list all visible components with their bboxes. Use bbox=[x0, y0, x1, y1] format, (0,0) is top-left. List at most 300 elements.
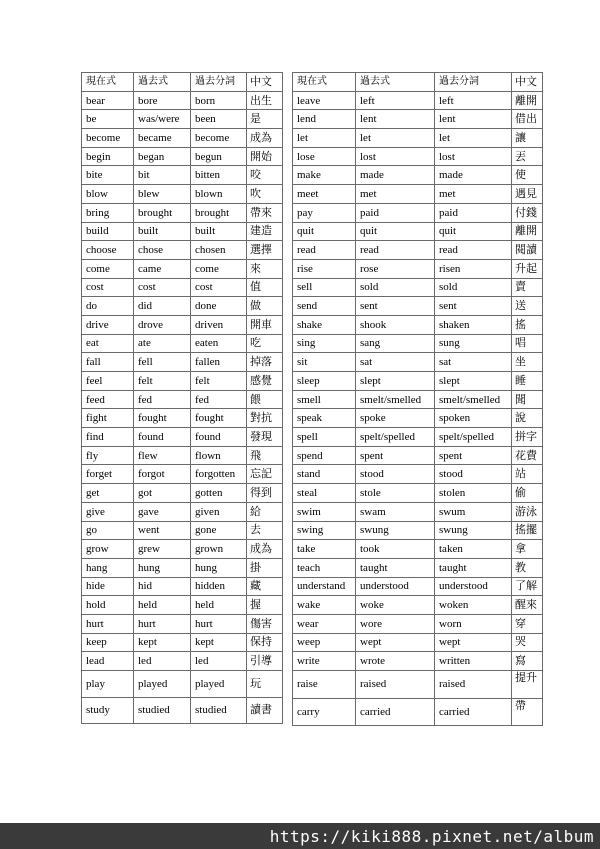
past-tense-cell: gave bbox=[134, 502, 191, 521]
chinese-meaning-cell: 做 bbox=[247, 297, 283, 316]
present-tense-cell: weep bbox=[293, 633, 356, 652]
past-participle-cell: held bbox=[191, 596, 247, 615]
past-participle-cell: gone bbox=[191, 521, 247, 540]
past-participle-cell: quit bbox=[435, 222, 512, 241]
present-tense-cell: read bbox=[293, 241, 356, 260]
present-tense-cell: sleep bbox=[293, 372, 356, 391]
verb-row bbox=[293, 540, 543, 559]
chinese-meaning-cell: 說 bbox=[512, 409, 543, 428]
past-tense-cell: fought bbox=[134, 409, 191, 428]
past-participle-cell: stolen bbox=[435, 484, 512, 503]
past-participle-cell: become bbox=[191, 129, 247, 148]
past-participle-cell: risen bbox=[435, 259, 512, 278]
chinese-meaning-cell: 建造 bbox=[247, 222, 283, 241]
past-tense-cell: found bbox=[134, 428, 191, 447]
past-tense-cell: felt bbox=[134, 372, 191, 391]
verb-row bbox=[293, 502, 543, 521]
chinese-meaning-cell: 去 bbox=[247, 521, 283, 540]
verb-row bbox=[293, 203, 543, 222]
past-header: 過去式 bbox=[134, 73, 191, 92]
past-participle-header: 過去分詞 bbox=[435, 73, 512, 92]
present-header: 現在式 bbox=[293, 73, 356, 92]
past-tense-cell: sat bbox=[356, 353, 435, 372]
verb-row bbox=[82, 465, 283, 484]
chinese-meaning-cell: 搖 bbox=[512, 315, 543, 334]
chinese-meaning-cell: 成為 bbox=[247, 129, 283, 148]
chinese-meaning-cell: 坐 bbox=[512, 353, 543, 372]
present-tense-cell: fall bbox=[82, 353, 134, 372]
past-participle-cell: forgotten bbox=[191, 465, 247, 484]
past-participle-cell: taught bbox=[435, 558, 512, 577]
present-tense-cell: swing bbox=[293, 521, 356, 540]
past-participle-cell: understood bbox=[435, 577, 512, 596]
present-tense-cell: hurt bbox=[82, 614, 134, 633]
present-tense-cell: begin bbox=[82, 147, 134, 166]
present-tense-cell: spend bbox=[293, 446, 356, 465]
past-participle-cell: smelt/smelled bbox=[435, 390, 512, 409]
chinese-meaning-cell: 閱讀 bbox=[512, 241, 543, 260]
watermark-bar bbox=[0, 823, 600, 849]
past-tense-cell: quit bbox=[356, 222, 435, 241]
past-participle-cell: let bbox=[435, 129, 512, 148]
past-tense-cell: rose bbox=[356, 259, 435, 278]
verb-row bbox=[82, 558, 283, 577]
past-participle-cell: done bbox=[191, 297, 247, 316]
past-participle-cell: raised bbox=[435, 671, 512, 699]
past-participle-cell: driven bbox=[191, 315, 247, 334]
chinese-meaning-cell: 讀書 bbox=[247, 697, 283, 724]
present-tense-cell: get bbox=[82, 484, 134, 503]
past-participle-cell: swung bbox=[435, 521, 512, 540]
past-tense-cell: spelt/spelled bbox=[356, 428, 435, 447]
chinese-meaning-cell: 掉落 bbox=[247, 353, 283, 372]
past-participle-cell: slept bbox=[435, 372, 512, 391]
present-tense-cell: stand bbox=[293, 465, 356, 484]
present-tense-cell: cost bbox=[82, 278, 134, 297]
verb-row bbox=[82, 633, 283, 652]
past-tense-cell: grew bbox=[134, 540, 191, 559]
past-tense-cell: became bbox=[134, 129, 191, 148]
verb-row bbox=[82, 521, 283, 540]
present-tense-cell: become bbox=[82, 129, 134, 148]
present-tense-cell: fight bbox=[82, 409, 134, 428]
present-tense-cell: steal bbox=[293, 484, 356, 503]
present-tense-cell: build bbox=[82, 222, 134, 241]
chinese-meaning-cell: 睡 bbox=[512, 372, 543, 391]
verb-row bbox=[82, 577, 283, 596]
present-tense-cell: drive bbox=[82, 315, 134, 334]
chinese-meaning-cell: 是 bbox=[247, 110, 283, 129]
chinese-meaning-cell: 升起 bbox=[512, 259, 543, 278]
chinese-meaning-cell: 讓 bbox=[512, 129, 543, 148]
present-tense-cell: hold bbox=[82, 596, 134, 615]
present-tense-cell: swim bbox=[293, 502, 356, 521]
present-tense-cell: come bbox=[82, 259, 134, 278]
past-tense-cell: lost bbox=[356, 147, 435, 166]
present-tense-cell: wear bbox=[293, 614, 356, 633]
verb-row bbox=[293, 633, 543, 652]
present-tense-cell: eat bbox=[82, 334, 134, 353]
chinese-meaning-cell: 開始 bbox=[247, 147, 283, 166]
past-tense-cell: blew bbox=[134, 185, 191, 204]
present-tense-cell: do bbox=[82, 297, 134, 316]
present-tense-cell: carry bbox=[293, 698, 356, 726]
chinese-meaning-cell: 偷 bbox=[512, 484, 543, 503]
chinese-meaning-cell: 忘記 bbox=[247, 465, 283, 484]
past-tense-cell: forgot bbox=[134, 465, 191, 484]
verb-row bbox=[293, 278, 543, 297]
verb-row bbox=[82, 372, 283, 391]
present-tense-cell: blow bbox=[82, 185, 134, 204]
present-tense-cell: meet bbox=[293, 185, 356, 204]
chinese-meaning-cell: 唱 bbox=[512, 334, 543, 353]
past-participle-cell: been bbox=[191, 110, 247, 129]
verb-row bbox=[293, 390, 543, 409]
past-tense-cell: fed bbox=[134, 390, 191, 409]
chinese-meaning-cell: 寫 bbox=[512, 652, 543, 671]
past-participle-cell: kept bbox=[191, 633, 247, 652]
present-tense-cell: fly bbox=[82, 446, 134, 465]
verb-row bbox=[293, 577, 543, 596]
verb-row bbox=[293, 129, 543, 148]
past-participle-cell: sold bbox=[435, 278, 512, 297]
chinese-meaning-cell: 穿 bbox=[512, 614, 543, 633]
chinese-meaning-cell: 離開 bbox=[512, 222, 543, 241]
chinese-meaning-cell: 引導 bbox=[247, 652, 283, 671]
past-tense-cell: brought bbox=[134, 203, 191, 222]
verb-row bbox=[293, 147, 543, 166]
chinese-meaning-cell: 飛 bbox=[247, 446, 283, 465]
past-tense-cell: understood bbox=[356, 577, 435, 596]
present-tense-cell: bring bbox=[82, 203, 134, 222]
past-participle-header: 過去分詞 bbox=[191, 73, 247, 92]
present-tense-cell: spell bbox=[293, 428, 356, 447]
past-tense-cell: wept bbox=[356, 633, 435, 652]
verb-row bbox=[293, 241, 543, 260]
verb-row bbox=[82, 409, 283, 428]
present-tense-cell: bite bbox=[82, 166, 134, 185]
past-tense-cell: wore bbox=[356, 614, 435, 633]
past-tense-cell: was/were bbox=[134, 110, 191, 129]
past-tense-cell: spent bbox=[356, 446, 435, 465]
past-tense-cell: sent bbox=[356, 297, 435, 316]
present-tense-cell: give bbox=[82, 502, 134, 521]
chinese-meaning-cell: 選擇 bbox=[247, 241, 283, 260]
verb-row bbox=[82, 697, 283, 724]
chinese-meaning-cell: 感覺 bbox=[247, 372, 283, 391]
present-tense-cell: take bbox=[293, 540, 356, 559]
chinese-meaning-cell: 對抗 bbox=[247, 409, 283, 428]
past-participle-cell: worn bbox=[435, 614, 512, 633]
present-tense-cell: smell bbox=[293, 390, 356, 409]
verb-row bbox=[82, 353, 283, 372]
past-tense-cell: led bbox=[134, 652, 191, 671]
past-participle-cell: stood bbox=[435, 465, 512, 484]
verb-row bbox=[293, 465, 543, 484]
present-tense-cell: sit bbox=[293, 353, 356, 372]
verb-table-right bbox=[292, 72, 543, 726]
past-participle-cell: written bbox=[435, 652, 512, 671]
past-tense-cell: woke bbox=[356, 596, 435, 615]
past-tense-cell: hid bbox=[134, 577, 191, 596]
present-tense-cell: feel bbox=[82, 372, 134, 391]
past-participle-cell: studied bbox=[191, 697, 247, 724]
verb-row bbox=[82, 596, 283, 615]
verb-row bbox=[293, 185, 543, 204]
watermark-url: https://kiki888.pixnet.net/album bbox=[269, 827, 594, 846]
past-tense-cell: held bbox=[134, 596, 191, 615]
chinese-meaning-cell: 游泳 bbox=[512, 502, 543, 521]
past-tense-cell: read bbox=[356, 241, 435, 260]
past-participle-cell: met bbox=[435, 185, 512, 204]
verb-row bbox=[82, 484, 283, 503]
past-tense-cell: carried bbox=[356, 698, 435, 726]
chinese-meaning-cell: 搖擺 bbox=[512, 521, 543, 540]
past-tense-cell: studied bbox=[134, 697, 191, 724]
verb-row bbox=[82, 614, 283, 633]
chinese-meaning-cell: 開車 bbox=[247, 315, 283, 334]
present-tense-cell: sing bbox=[293, 334, 356, 353]
chinese-meaning-cell: 拿 bbox=[512, 540, 543, 559]
verb-row bbox=[293, 596, 543, 615]
present-header: 現在式 bbox=[82, 73, 134, 92]
present-tense-cell: pay bbox=[293, 203, 356, 222]
present-tense-cell: bear bbox=[82, 91, 134, 110]
verb-row bbox=[293, 698, 543, 726]
verb-row bbox=[293, 446, 543, 465]
verb-row bbox=[293, 297, 543, 316]
chinese-header: 中文 bbox=[512, 73, 543, 92]
present-tense-cell: hang bbox=[82, 558, 134, 577]
past-participle-cell: made bbox=[435, 166, 512, 185]
verb-row bbox=[293, 353, 543, 372]
past-tense-cell: shook bbox=[356, 315, 435, 334]
past-participle-cell: eaten bbox=[191, 334, 247, 353]
present-tense-cell: forget bbox=[82, 465, 134, 484]
verb-row bbox=[82, 147, 283, 166]
past-participle-cell: taken bbox=[435, 540, 512, 559]
past-tense-cell: paid bbox=[356, 203, 435, 222]
verb-row bbox=[293, 91, 543, 110]
present-tense-cell: speak bbox=[293, 409, 356, 428]
verb-row bbox=[82, 241, 283, 260]
past-participle-cell: begun bbox=[191, 147, 247, 166]
past-participle-cell: left bbox=[435, 91, 512, 110]
verb-row bbox=[293, 166, 543, 185]
verb-row bbox=[82, 129, 283, 148]
past-participle-cell: sung bbox=[435, 334, 512, 353]
present-tense-cell: rise bbox=[293, 259, 356, 278]
past-tense-cell: cost bbox=[134, 278, 191, 297]
past-tense-cell: slept bbox=[356, 372, 435, 391]
past-participle-cell: bitten bbox=[191, 166, 247, 185]
verb-row bbox=[82, 446, 283, 465]
verb-row bbox=[82, 390, 283, 409]
past-tense-cell: bit bbox=[134, 166, 191, 185]
past-tense-cell: sang bbox=[356, 334, 435, 353]
verb-row bbox=[293, 558, 543, 577]
past-tense-cell: flew bbox=[134, 446, 191, 465]
present-tense-cell: lead bbox=[82, 652, 134, 671]
chinese-meaning-cell: 藏 bbox=[247, 577, 283, 596]
past-participle-cell: chosen bbox=[191, 241, 247, 260]
present-tense-cell: hide bbox=[82, 577, 134, 596]
past-participle-cell: shaken bbox=[435, 315, 512, 334]
present-tense-cell: raise bbox=[293, 671, 356, 699]
past-participle-cell: built bbox=[191, 222, 247, 241]
past-tense-cell: bore bbox=[134, 91, 191, 110]
past-tense-cell: hung bbox=[134, 558, 191, 577]
past-participle-cell: felt bbox=[191, 372, 247, 391]
past-participle-cell: flown bbox=[191, 446, 247, 465]
present-tense-cell: leave bbox=[293, 91, 356, 110]
past-tense-cell: spoke bbox=[356, 409, 435, 428]
past-participle-cell: born bbox=[191, 91, 247, 110]
past-tense-cell: raised bbox=[356, 671, 435, 699]
verb-row bbox=[293, 334, 543, 353]
verb-row bbox=[82, 278, 283, 297]
past-tense-cell: smelt/smelled bbox=[356, 390, 435, 409]
chinese-meaning-cell: 吹 bbox=[247, 185, 283, 204]
chinese-meaning-cell: 吃 bbox=[247, 334, 283, 353]
past-tense-cell: swam bbox=[356, 502, 435, 521]
chinese-meaning-cell: 遇見 bbox=[512, 185, 543, 204]
past-tense-cell: took bbox=[356, 540, 435, 559]
chinese-meaning-cell: 使 bbox=[512, 166, 543, 185]
chinese-meaning-cell: 帶 bbox=[512, 698, 543, 726]
past-participle-cell: fallen bbox=[191, 353, 247, 372]
past-participle-cell: fed bbox=[191, 390, 247, 409]
chinese-meaning-cell: 來 bbox=[247, 259, 283, 278]
past-participle-cell: given bbox=[191, 502, 247, 521]
present-tense-cell: study bbox=[82, 697, 134, 724]
verb-row bbox=[82, 185, 283, 204]
past-participle-cell: hurt bbox=[191, 614, 247, 633]
verb-row bbox=[82, 671, 283, 698]
past-participle-cell: blown bbox=[191, 185, 247, 204]
past-participle-cell: woken bbox=[435, 596, 512, 615]
chinese-meaning-cell: 帶來 bbox=[247, 203, 283, 222]
verb-row bbox=[82, 91, 283, 110]
past-tense-cell: hurt bbox=[134, 614, 191, 633]
past-tense-cell: swung bbox=[356, 521, 435, 540]
verb-row bbox=[82, 540, 283, 559]
chinese-meaning-cell: 發現 bbox=[247, 428, 283, 447]
present-tense-cell: go bbox=[82, 521, 134, 540]
present-tense-cell: feed bbox=[82, 390, 134, 409]
past-tense-cell: chose bbox=[134, 241, 191, 260]
verb-table-left bbox=[81, 72, 283, 724]
past-participle-cell: wept bbox=[435, 633, 512, 652]
verb-row bbox=[82, 222, 283, 241]
chinese-meaning-cell: 保持 bbox=[247, 633, 283, 652]
present-tense-cell: shake bbox=[293, 315, 356, 334]
present-tense-cell: understand bbox=[293, 577, 356, 596]
present-tense-cell: find bbox=[82, 428, 134, 447]
present-tense-cell: grow bbox=[82, 540, 134, 559]
verb-row bbox=[293, 222, 543, 241]
past-participle-cell: sent bbox=[435, 297, 512, 316]
chinese-meaning-cell: 咬 bbox=[247, 166, 283, 185]
header-row bbox=[293, 73, 543, 92]
past-tense-cell: drove bbox=[134, 315, 191, 334]
present-tense-cell: lose bbox=[293, 147, 356, 166]
past-participle-cell: come bbox=[191, 259, 247, 278]
chinese-meaning-cell: 得到 bbox=[247, 484, 283, 503]
header-row bbox=[82, 73, 283, 92]
chinese-meaning-cell: 離開 bbox=[512, 91, 543, 110]
past-tense-cell: did bbox=[134, 297, 191, 316]
past-participle-cell: sat bbox=[435, 353, 512, 372]
past-tense-cell: sold bbox=[356, 278, 435, 297]
verb-row bbox=[82, 502, 283, 521]
verb-row bbox=[293, 409, 543, 428]
past-tense-cell: played bbox=[134, 671, 191, 698]
chinese-meaning-cell: 給 bbox=[247, 502, 283, 521]
past-tense-cell: came bbox=[134, 259, 191, 278]
verb-row bbox=[293, 110, 543, 129]
past-participle-cell: paid bbox=[435, 203, 512, 222]
verb-row bbox=[293, 521, 543, 540]
past-tense-cell: stood bbox=[356, 465, 435, 484]
present-tense-cell: let bbox=[293, 129, 356, 148]
verb-row bbox=[82, 428, 283, 447]
past-participle-cell: hung bbox=[191, 558, 247, 577]
verb-row bbox=[82, 652, 283, 671]
present-tense-cell: keep bbox=[82, 633, 134, 652]
present-tense-cell: make bbox=[293, 166, 356, 185]
past-tense-cell: taught bbox=[356, 558, 435, 577]
past-participle-cell: read bbox=[435, 241, 512, 260]
present-tense-cell: play bbox=[82, 671, 134, 698]
past-tense-cell: built bbox=[134, 222, 191, 241]
past-header: 過去式 bbox=[356, 73, 435, 92]
past-participle-cell: spoken bbox=[435, 409, 512, 428]
past-tense-cell: stole bbox=[356, 484, 435, 503]
verb-row bbox=[82, 334, 283, 353]
chinese-meaning-cell: 掛 bbox=[247, 558, 283, 577]
past-participle-cell: played bbox=[191, 671, 247, 698]
present-tense-cell: be bbox=[82, 110, 134, 129]
past-tense-cell: let bbox=[356, 129, 435, 148]
present-tense-cell: send bbox=[293, 297, 356, 316]
past-tense-cell: lent bbox=[356, 110, 435, 129]
past-participle-cell: hidden bbox=[191, 577, 247, 596]
past-participle-cell: swum bbox=[435, 502, 512, 521]
present-tense-cell: sell bbox=[293, 278, 356, 297]
present-tense-cell: choose bbox=[82, 241, 134, 260]
chinese-meaning-cell: 傷害 bbox=[247, 614, 283, 633]
chinese-meaning-cell: 值 bbox=[247, 278, 283, 297]
chinese-meaning-cell: 送 bbox=[512, 297, 543, 316]
past-participle-cell: carried bbox=[435, 698, 512, 726]
past-tense-cell: met bbox=[356, 185, 435, 204]
verb-row bbox=[293, 671, 543, 699]
chinese-meaning-cell: 成為 bbox=[247, 540, 283, 559]
past-participle-cell: lost bbox=[435, 147, 512, 166]
past-tense-cell: wrote bbox=[356, 652, 435, 671]
past-tense-cell: ate bbox=[134, 334, 191, 353]
verb-row bbox=[82, 259, 283, 278]
past-tense-cell: got bbox=[134, 484, 191, 503]
chinese-meaning-cell: 教 bbox=[512, 558, 543, 577]
present-tense-cell: lend bbox=[293, 110, 356, 129]
chinese-meaning-cell: 出生 bbox=[247, 91, 283, 110]
past-tense-cell: fell bbox=[134, 353, 191, 372]
chinese-meaning-cell: 丟 bbox=[512, 147, 543, 166]
past-tense-cell: made bbox=[356, 166, 435, 185]
present-tense-cell: write bbox=[293, 652, 356, 671]
